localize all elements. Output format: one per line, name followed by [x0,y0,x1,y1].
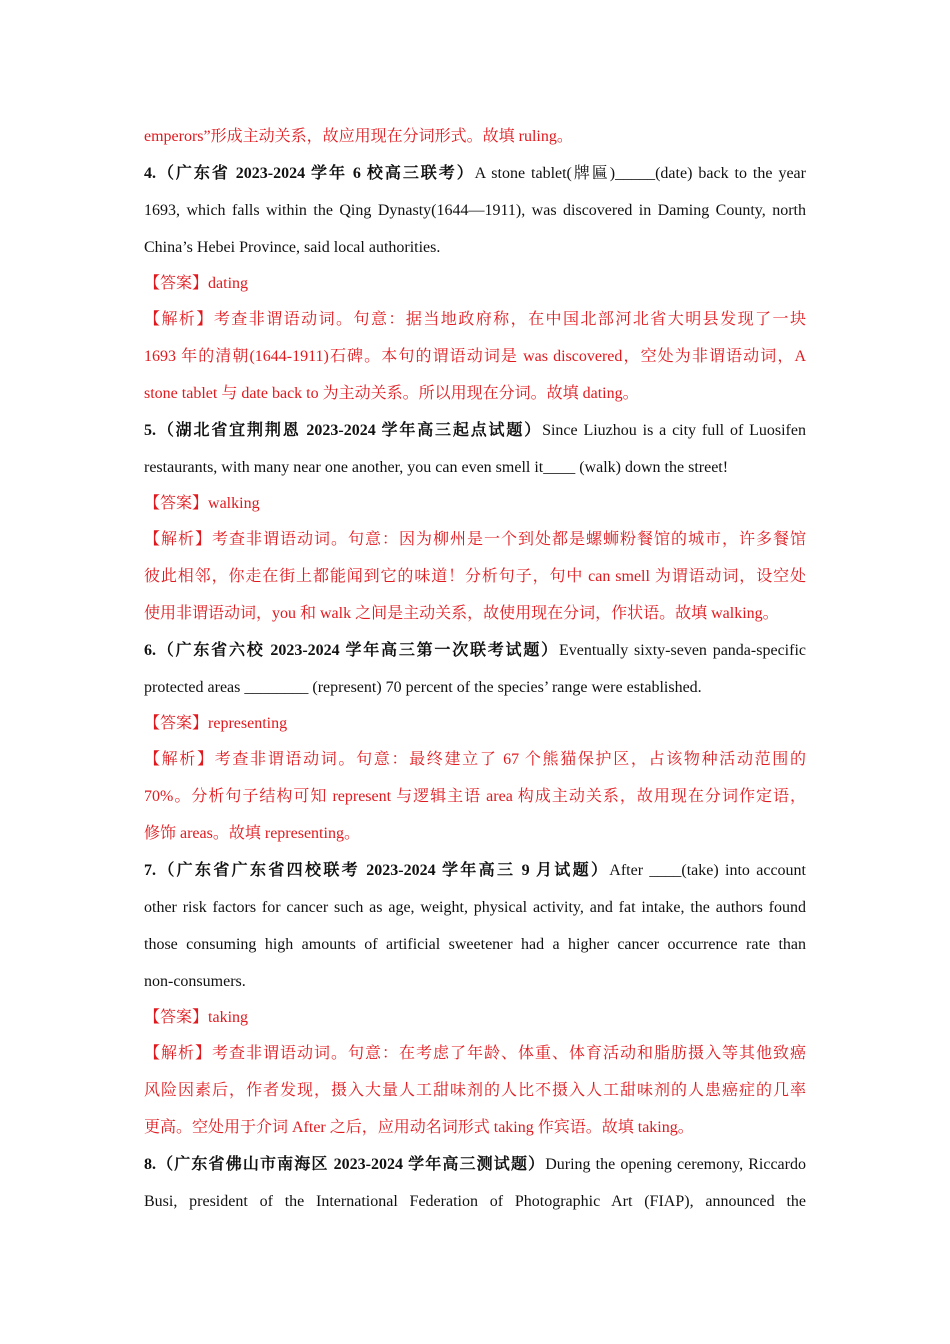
question-number: 6. [144,642,156,659]
answer-label: 【答案】 [144,715,209,732]
analysis-line [144,521,806,558]
question-stem-line: Busi, president of the International Federation of Photographic Art (FIAP), announced the [144,1193,806,1210]
question-source: （广东省广东省四校联考 2023-2024 学年高三 9 月试题） [156,862,610,879]
analysis-line: 风险因素后，作者发现，摄入大量人工甜味剂的人比不摄入人工甜味剂的人患癌症的几率 [144,1082,806,1099]
answer-line [144,486,806,521]
question-stem-line: non-consumers. [144,973,246,990]
question-text: After ____(take) into account [609,862,806,879]
question-text: Eventually sixty-seven panda-specific [558,642,806,659]
analysis-text: 考查非谓语动词。句意：据当地政府称，在中国北部河北省大明县发现了一块 [213,311,806,328]
question-4 [144,155,806,412]
previous-analysis-tail: emperors”形成主动关系，故应用现在分词形式。故填 ruling。 [144,128,573,145]
question-source: （湖北省宜荆荆恩 2023-2024 学年高三起点试题） [156,422,543,439]
answer-label: 【答案】 [144,495,209,512]
analysis-line: 使用非谓语动词，you 和 walk 之间是主动关系，故使用现在分词，作状语。故填 walking。 [144,605,779,622]
question-stem-line [144,852,806,889]
analysis-line: stone tablet 与 date back to 为主动关系。所以用现在分词。故填 dating。 [144,385,639,402]
question-text: A stone tablet(牌匾)_____(date) back to the year [474,165,806,182]
question-source: （广东省佛山市南海区 2023-2024 学年高三测试题） [156,1156,546,1173]
question-text: During the opening ceremony, Riccardo [545,1156,806,1173]
analysis-label: 【解析】 [144,1045,212,1062]
analysis-label: 【解析】 [144,531,212,548]
analysis-line: 彼此相邻，你走在街上都能闻到它的味道！分析句子，句中 can smell 为谓语动词，设空处 [144,568,806,585]
question-stem-line: 1693, which falls within the Qing Dynasty(1644—1911), was discovered in Daming County, north [144,202,806,219]
answer-line [144,706,806,741]
question-stem-line: China’s Hebei Province, said local authorities. [144,239,441,256]
question-stem-line [144,1146,806,1183]
question-number: 5. [144,422,156,439]
question-source: （广东省六校 2023-2024 学年高三第一次联考试题） [156,642,559,659]
answer-value: representing [208,715,288,732]
question-text: Since Liuzhou is a city full of Luosifen [542,422,806,439]
question-number: 4. [144,165,156,182]
analysis-line [144,1035,806,1072]
question-stem-line [144,412,806,449]
question-number: 7. [144,862,156,879]
answer-line [144,266,806,301]
analysis-line: 70%。分析句子结构可知 represent 与逻辑主语 area 构成主动关系，故用现在分词作定语， [144,788,806,805]
question-stem-line: other risk factors for cancer such as age, weight, physical activity, and fat intake, the authors found [144,899,806,916]
answer-label: 【答案】 [144,1009,209,1026]
question-5 [144,412,806,632]
question-stem-line: protected areas ________ (represent) 70 percent of the species’ range were established. [144,679,702,696]
question-stem-line: restaurants, with many near one another, you can even smell it____ (walk) down the street! [144,459,729,476]
answer-value: taking [208,1009,249,1026]
analysis-line [144,741,806,778]
analysis-line [144,301,806,338]
analysis-line: 修饰 areas。故填 representing。 [144,825,360,842]
analysis-line: 更高。空处用于介词 After 之后，应用动名词形式 taking 作宾语。故填 taking。 [144,1119,694,1136]
question-7 [144,852,806,1146]
analysis-label: 【解析】 [144,751,215,768]
question-stem-line [144,155,806,192]
question-6 [144,632,806,852]
question-stem-line [144,632,806,669]
analysis-label: 【解析】 [144,311,214,328]
question-source: （广东省 2023-2024 学年 6 校高三联考） [156,165,475,182]
analysis-text: 考查非谓语动词。句意：在考虑了年龄、体重、体育活动和脂肪摄入等其他致癌 [212,1045,806,1062]
answer-value: dating [208,275,249,292]
question-number: 8. [144,1156,156,1173]
analysis-text: 考查非谓语动词。句意：因为柳州是一个到处都是螺蛳粉餐馆的城市，许多餐馆 [212,531,806,548]
answer-label: 【答案】 [144,275,209,292]
answer-value: walking [208,495,260,512]
question-stem-line: those consuming high amounts of artificial sweetener had a higher cancer occurrence rate than [144,936,806,953]
question-8 [144,1146,806,1220]
analysis-text: 考查非谓语动词。句意：最终建立了 67 个熊猫保护区，占该物种活动范围的 [214,751,806,768]
analysis-line: 1693 年的清朝(1644-1911)石碑。本句的谓语动词是 was discovered，空处为非谓语动词，A [144,348,806,365]
document-page [144,118,806,1220]
answer-line [144,1000,806,1035]
